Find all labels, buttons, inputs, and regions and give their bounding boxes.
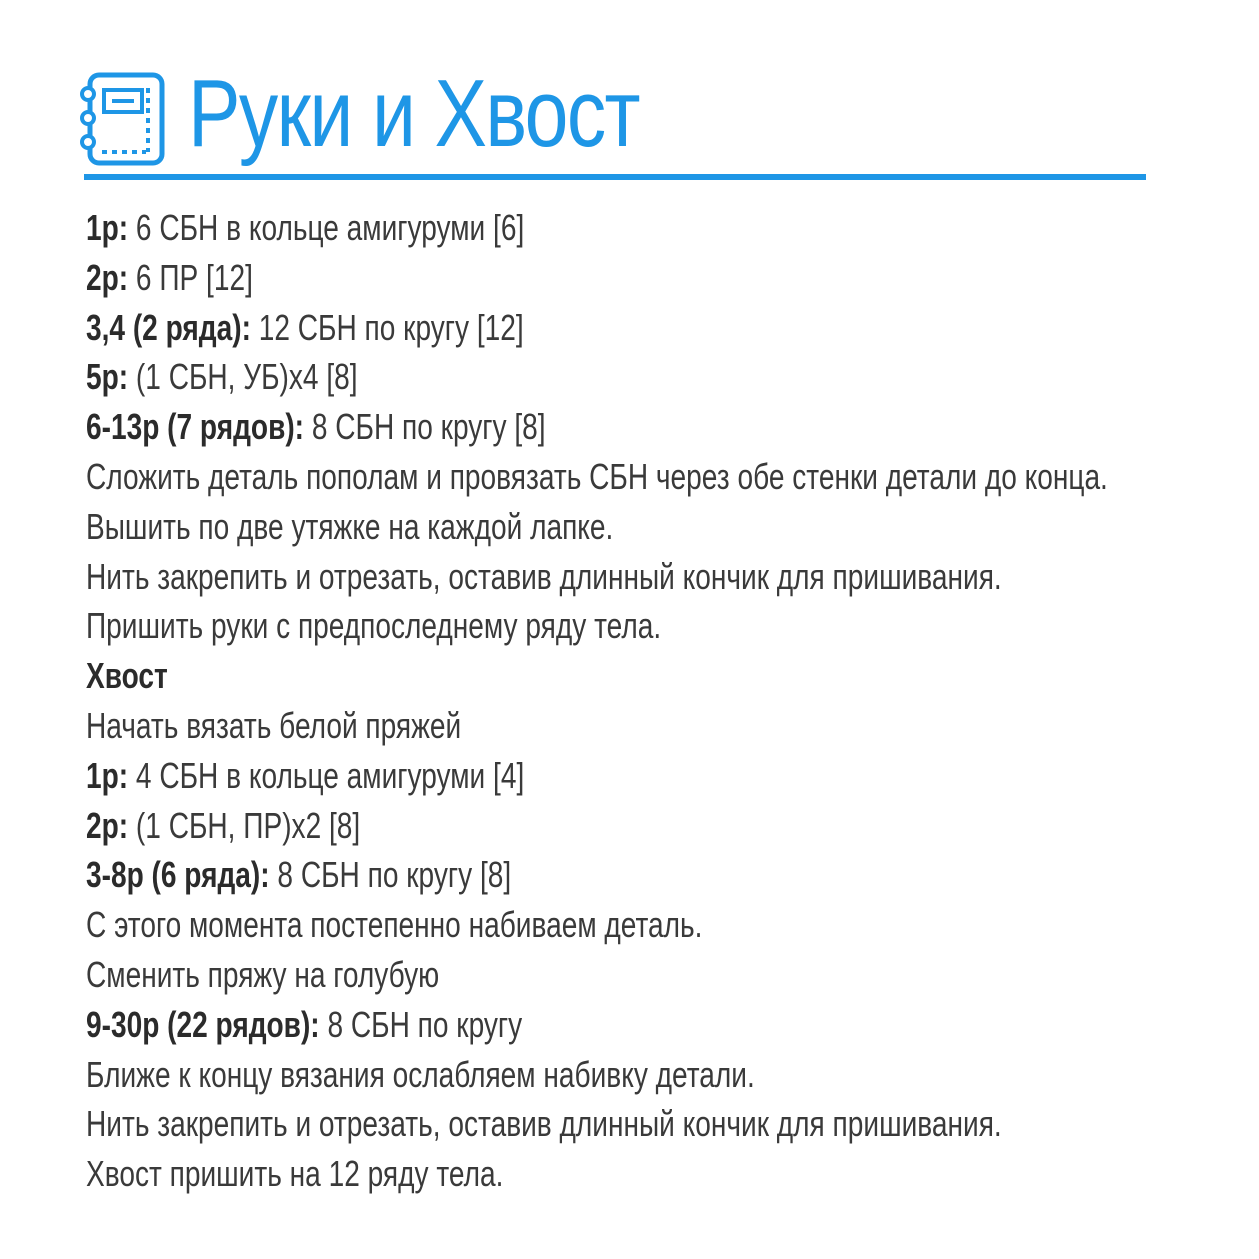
row-text: Нить закрепить и отрезать, оставив длинный кончик для пришивания. <box>86 555 1002 597</box>
row-text: 6 ПР [12] <box>128 256 253 298</box>
pattern-line <box>86 701 960 751</box>
row-text: Сложить деталь пополам и провязать СБН через обе стенки детали до конца. <box>86 455 1108 497</box>
page-title: Руки и Хвост <box>188 60 639 167</box>
section-heading <box>86 651 960 701</box>
row-label: 2р: <box>86 256 129 298</box>
pattern-line <box>86 253 960 303</box>
header <box>78 60 1148 186</box>
pattern-line <box>86 502 960 552</box>
row-text: 12 СБН по кругу [12] <box>250 306 524 348</box>
pattern-line <box>86 203 960 253</box>
row-text: 8 СБН по кругу [8] <box>269 854 512 896</box>
row-label: 3,4 (2 ряда): <box>86 306 251 348</box>
pattern-line <box>86 950 960 1000</box>
pattern-line <box>86 1000 960 1050</box>
pattern-text <box>86 203 1206 1199</box>
row-text: 6 СБН в кольце амигуруми [6] <box>128 207 525 248</box>
row-label: 9-30р (22 рядов): <box>86 1003 320 1045</box>
pattern-line <box>86 402 960 452</box>
pattern-line <box>86 850 960 900</box>
pattern-line <box>86 552 1002 602</box>
row-label: 6-13р (7 рядов): <box>86 406 305 448</box>
row-text: (1 СБН, УБ)х4 [8] <box>128 356 358 398</box>
row-label: 2р: <box>86 804 129 846</box>
row-label: Хвост <box>86 655 168 697</box>
row-text: Сменить пряжу на голубую <box>86 953 440 995</box>
row-text: С этого момента постепенно набиваем деталь. <box>86 904 703 946</box>
row-text: Нить закрепить и отрезать, оставив длинный кончик для пришивания. <box>86 1103 1002 1145</box>
pattern-line <box>86 1099 1002 1149</box>
pattern-line <box>86 601 960 651</box>
row-text: Пришить руки с предпоследнему ряду тела. <box>86 605 662 647</box>
row-label: 3-8р (6 ряда): <box>86 854 270 896</box>
row-text: Хвост пришить на 12 ряду тела. <box>86 1153 504 1195</box>
row-text: 8 СБН по кругу <box>319 1003 523 1045</box>
notebook-icon <box>78 72 168 167</box>
row-text: 4 СБН в кольце амигуруми [4] <box>128 754 525 796</box>
pattern-line <box>86 900 960 950</box>
row-text: (1 СБН, ПР)х2 [8] <box>128 804 361 846</box>
row-text: Ближе к концу вязания ослабляем набивку детали. <box>86 1053 755 1095</box>
row-label: 1р: <box>86 207 129 248</box>
title-underline <box>84 174 1146 180</box>
pattern-line <box>86 352 960 402</box>
row-label: 1р: <box>86 754 129 796</box>
pattern-line <box>86 801 960 851</box>
pattern-line <box>86 303 960 353</box>
pattern-line <box>86 1050 960 1100</box>
pattern-line <box>86 751 960 801</box>
row-label: 5р: <box>86 356 129 398</box>
row-text: Вышить по две утяжке на каждой лапке. <box>86 505 614 547</box>
row-text: 8 СБН по кругу [8] <box>304 406 546 448</box>
pattern-line <box>86 452 1108 502</box>
row-text: Начать вязать белой пряжей <box>86 704 462 746</box>
pattern-line <box>86 1149 960 1199</box>
